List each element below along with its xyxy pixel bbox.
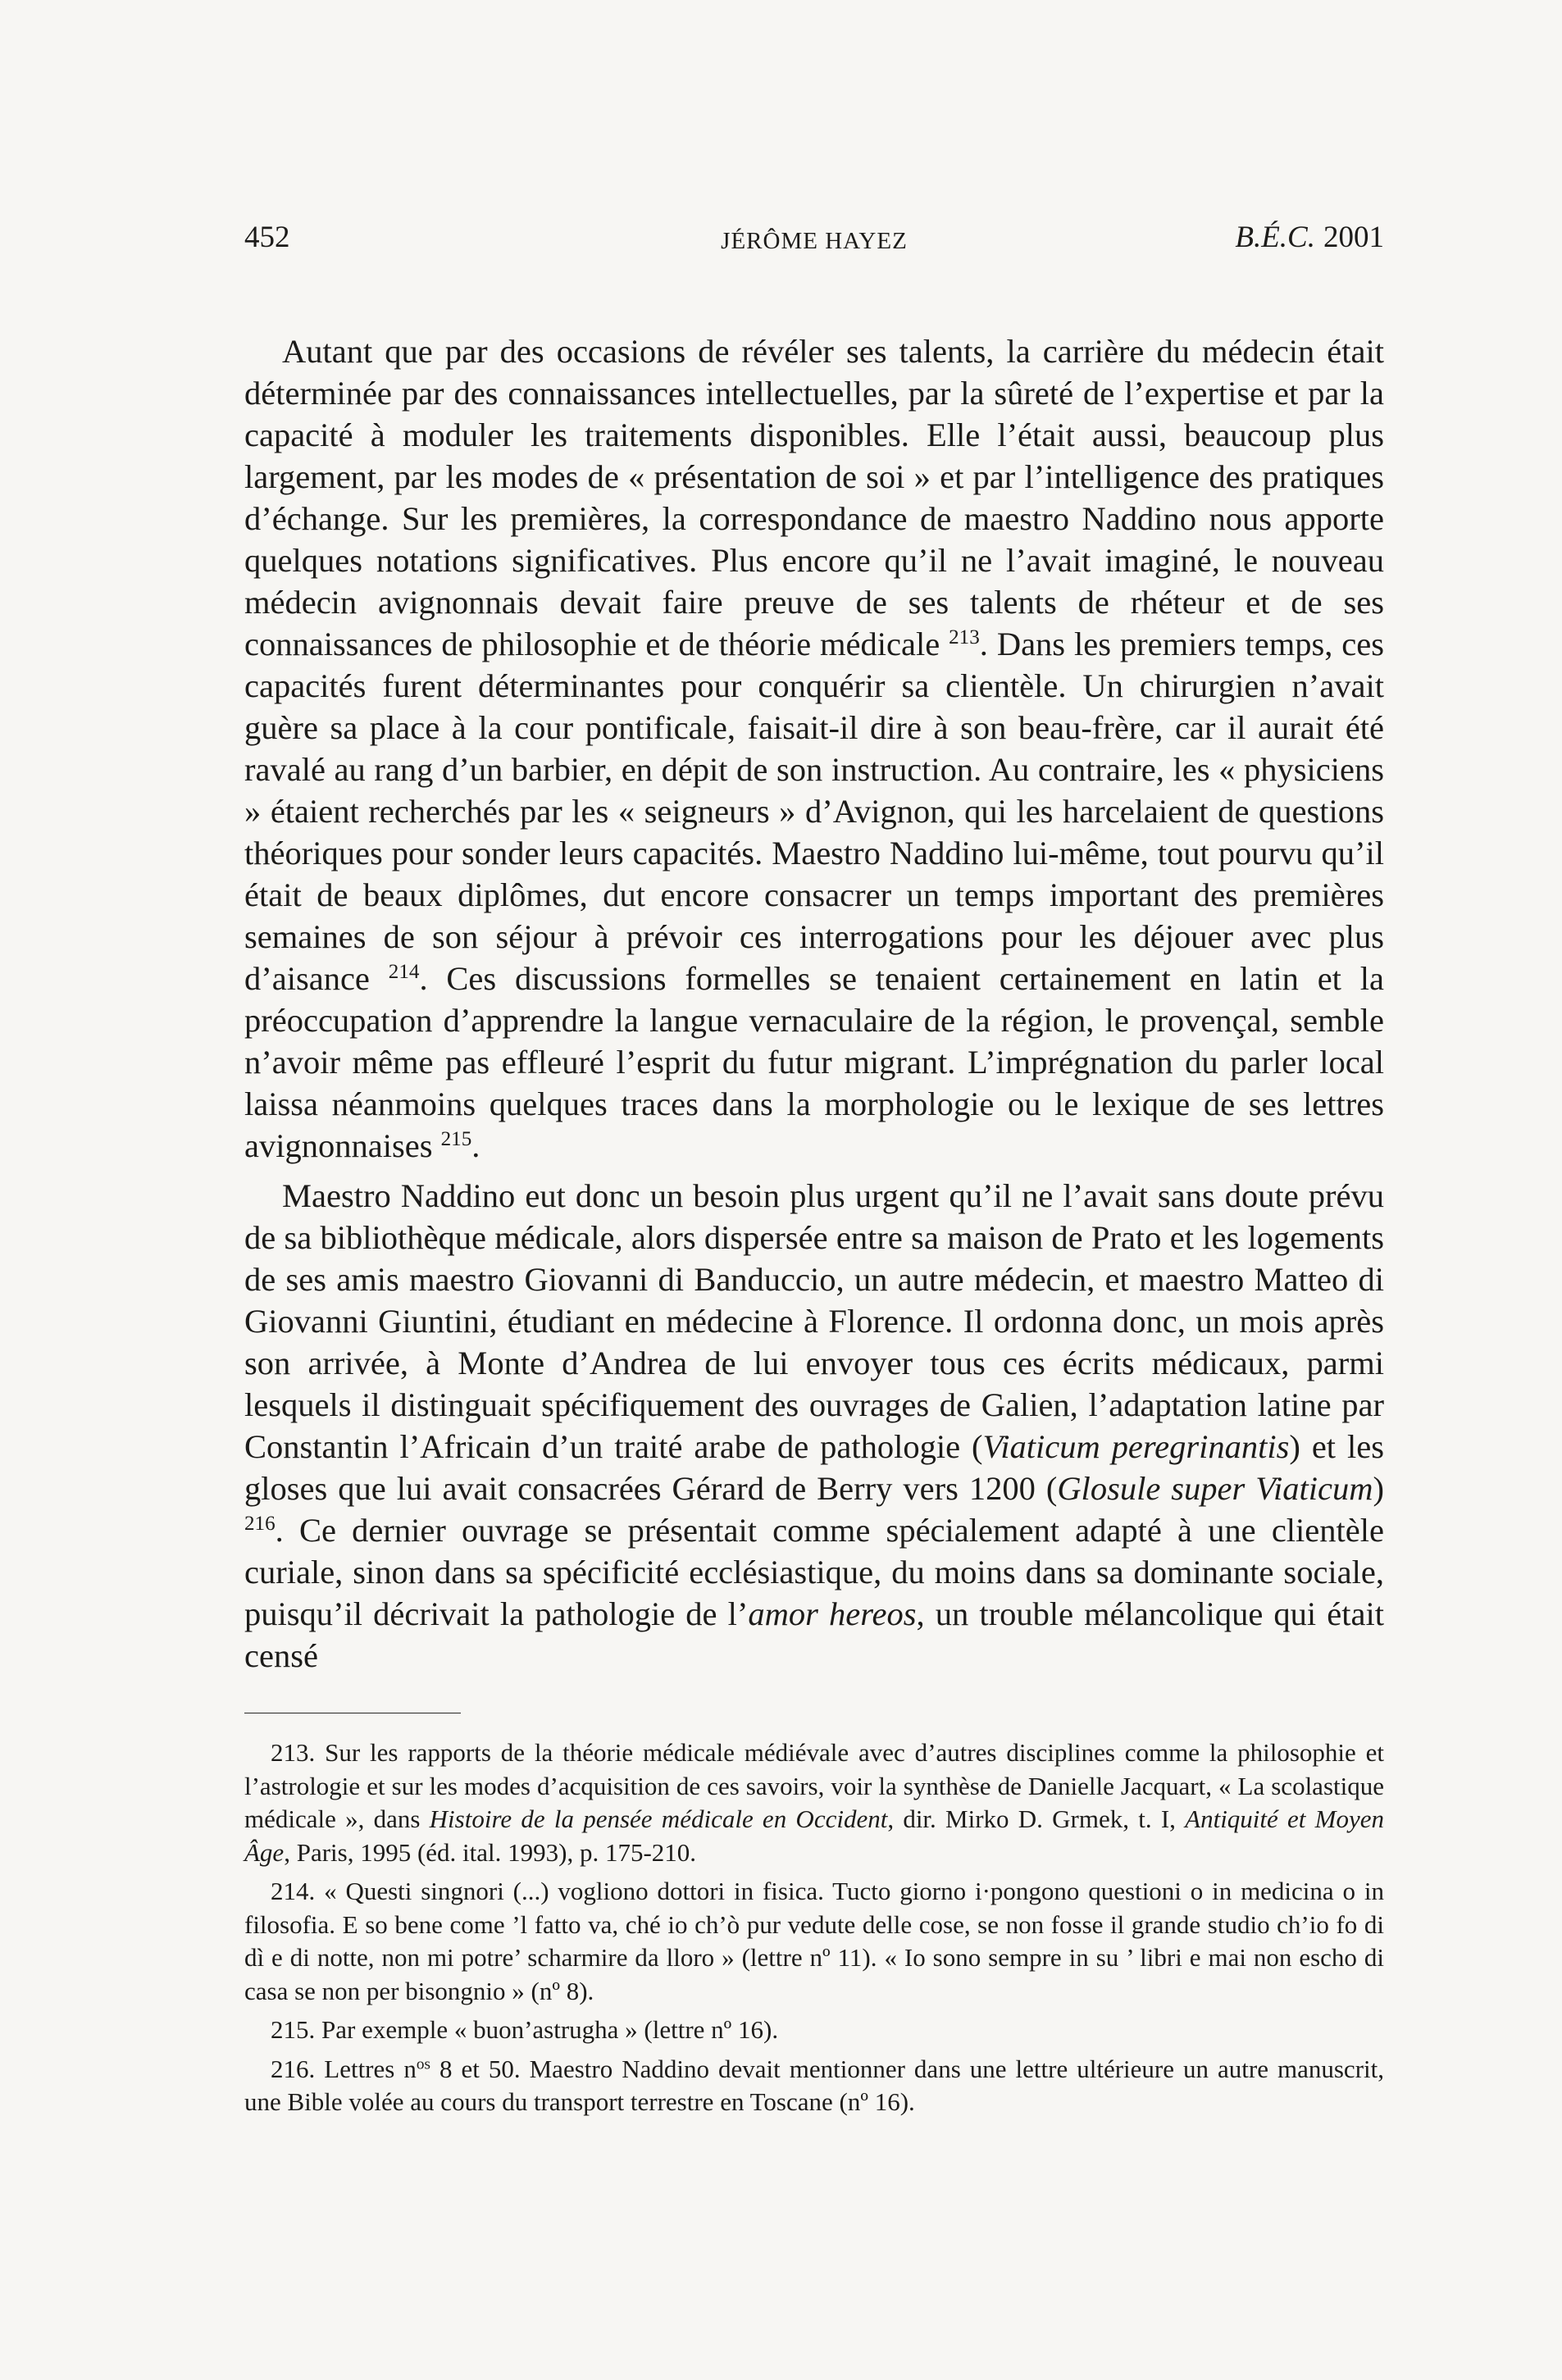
- text-run: . Dans les premiers temps, ces capacités furent déterminantes pour conquérir sa clientèle. Un chirurgien n’avait guère sa place à la cour pontificale, faisait-il dire à son beau-frère, car il aurait été ravalé au rang d’un barbier, en dépit de son instruction. Au contraire, les « physiciens » étaient recherchés par les « seigneurs » d’Avignon, qui les harcelaient de questions théoriques pour sonder leurs capacités. Maestro Naddino lui-même, tout pourvu qu’il était de beaux diplômes, dut encore consacrer un temps important des premières semaines de son séjour à prévoir ces interrogations pour les déjouer avec plus d’aisance: [244, 626, 1384, 997]
- text-run: .: [471, 1127, 480, 1164]
- title-viaticum-peregrinantis: Viaticum peregrinantis: [982, 1428, 1290, 1465]
- footnote-ref-216[interactable]: 216: [244, 1513, 276, 1536]
- ordinal-superscript: os: [416, 2055, 430, 2073]
- text-run: . Ces discussions formelles se tenaient certainement en latin et la préoccupation d’apprendre la langue vernaculaire de la région, le provençal, semble n’avoir même pas effleuré l’esprit du futur migrant. L’imprégnation du parler local laissa néanmoins quelques traces dans la morphologie ou le lexique de ses lettres avignonnaises: [244, 960, 1384, 1164]
- title-histoire-pensee-medicale: Histoire de la pensée médicale en Occident: [429, 1804, 888, 1833]
- book-page: [244, 217, 1384, 2125]
- text-run: ): [1373, 1470, 1384, 1507]
- paragraph-2: [244, 1175, 1384, 1677]
- journal-abbreviation: B.É.C.: [1235, 221, 1315, 254]
- footnote-ref-213[interactable]: 213: [949, 626, 980, 649]
- page-number: 452: [244, 221, 290, 254]
- main-text: [244, 330, 1384, 1677]
- paragraph-1: [244, 330, 1384, 1167]
- text-run: . Ce dernier ouvrage se présentait comme spécialement adapté à une clientèle curiale, sinon dans sa spécificité ecclésiastique, du moins dans sa dominante sociale, puisqu’il décrivait la pathologie de l’: [244, 1512, 1384, 1632]
- title-antiquite-moyen-age: Antiquité et Moyen Âge: [244, 1804, 1384, 1867]
- text-run: ) et les gloses que lui avait consacrées Gérard de Berry vers 1200 (: [244, 1428, 1384, 1507]
- running-head-author: JÉRÔME HAYEZ: [721, 228, 908, 254]
- term-amor-hereos: amor hereos: [748, 1595, 917, 1632]
- text-run: Maestro Naddino eut donc un besoin plus urgent qu’il ne l’avait sans doute prévu de sa bibliothèque médicale, alors dispersée entre sa maison de Prato et les logements de ses amis maestro Giovanni di Banduccio, un autre médecin, et maestro Matteo di Giovanni Giuntini, étudiant en médecine à Florence. Il ordonna donc, un mois après son arrivée, à Monte d’Andrea de lui envoyer tous ces écrits médicaux, parmi lesquels il distinguait spécifiquement des ouvrages de Galien, l’adaptation latine par Constantin l’Africain d’un traité arabe de pathologie (: [244, 1177, 1384, 1465]
- text-run: , un trouble mélancolique qui était censé: [244, 1595, 1385, 1674]
- footnote-214: 214. « Questi singnori (...) vogliono dottori in fisica. Tucto giorno i·pongono questioni o in medicina o in filosofia. E so bene come ’l fatto va, ché io ch’ò pur vedute delle cose, se non fosse il grande studio ch’io fo di dì e di notte, non mi potre’ scharmire da lloro » (lettre nº 11). « Io sono sempre in su ’ libri e mai non escho di casa se non per bisongnio » (nº 8).: [244, 1877, 1384, 2005]
- text-run: , Paris, 1995 (éd. ital. 1993), p. 175-210.: [284, 1837, 697, 1867]
- footnote-216: [244, 2053, 1384, 2119]
- footnote-ref-214[interactable]: 214: [388, 961, 420, 984]
- running-head-journal: [1235, 217, 1384, 258]
- text-run: 8 et 50. Maestro Naddino devait mentionner dans une lettre ultérieure un autre manuscrit, une Bible volée au cours du transport terrestre en Toscane (nº 16).: [244, 2054, 1384, 2116]
- text-run: Autant que par des occasions de révéler ses talents, la carrière du médecin était déterminée par des connaissances intellectuelles, par la sûreté de l’expertise et par la capacité à moduler les traitements disponibles. Elle l’était aussi, beaucoup plus largement, par les modes de « présentation de soi » et par l’intelligence des pratiques d’échange. Sur les premières, la correspondance de maestro Naddino nous apporte quelques notations significatives. Plus encore qu’il ne l’avait imaginé, le nouveau médecin avignonnais devait faire preuve de ses talents de rhéteur et de ses connaissances de philosophie et de théorie médicale: [244, 333, 1384, 662]
- footnote-ref-215[interactable]: 215: [440, 1128, 472, 1151]
- title-glosule-super-viaticum: Glosule super Viaticum: [1057, 1470, 1373, 1507]
- journal-year: 2001: [1323, 221, 1384, 254]
- footnote-213: [244, 1736, 1384, 1869]
- footnote-215: 215. Par exemple « buon’astrugha » (lettre nº 16).: [271, 2015, 779, 2044]
- text-run: , dir. Mirko D. Grmek, t. I,: [887, 1804, 1186, 1833]
- text-run: 216. Lettres n: [271, 2054, 417, 2083]
- footnotes: [244, 1736, 1384, 2119]
- text-run: 213. Sur les rapports de la théorie médicale médiévale avec d’autres disciplines comme la philosophie et l’astrologie et sur les modes d’acquisition de ces savoirs, voir la synthèse de Danielle Jacquart, « La scolastique médicale », dans: [244, 1738, 1384, 1833]
- running-head: [244, 217, 1384, 258]
